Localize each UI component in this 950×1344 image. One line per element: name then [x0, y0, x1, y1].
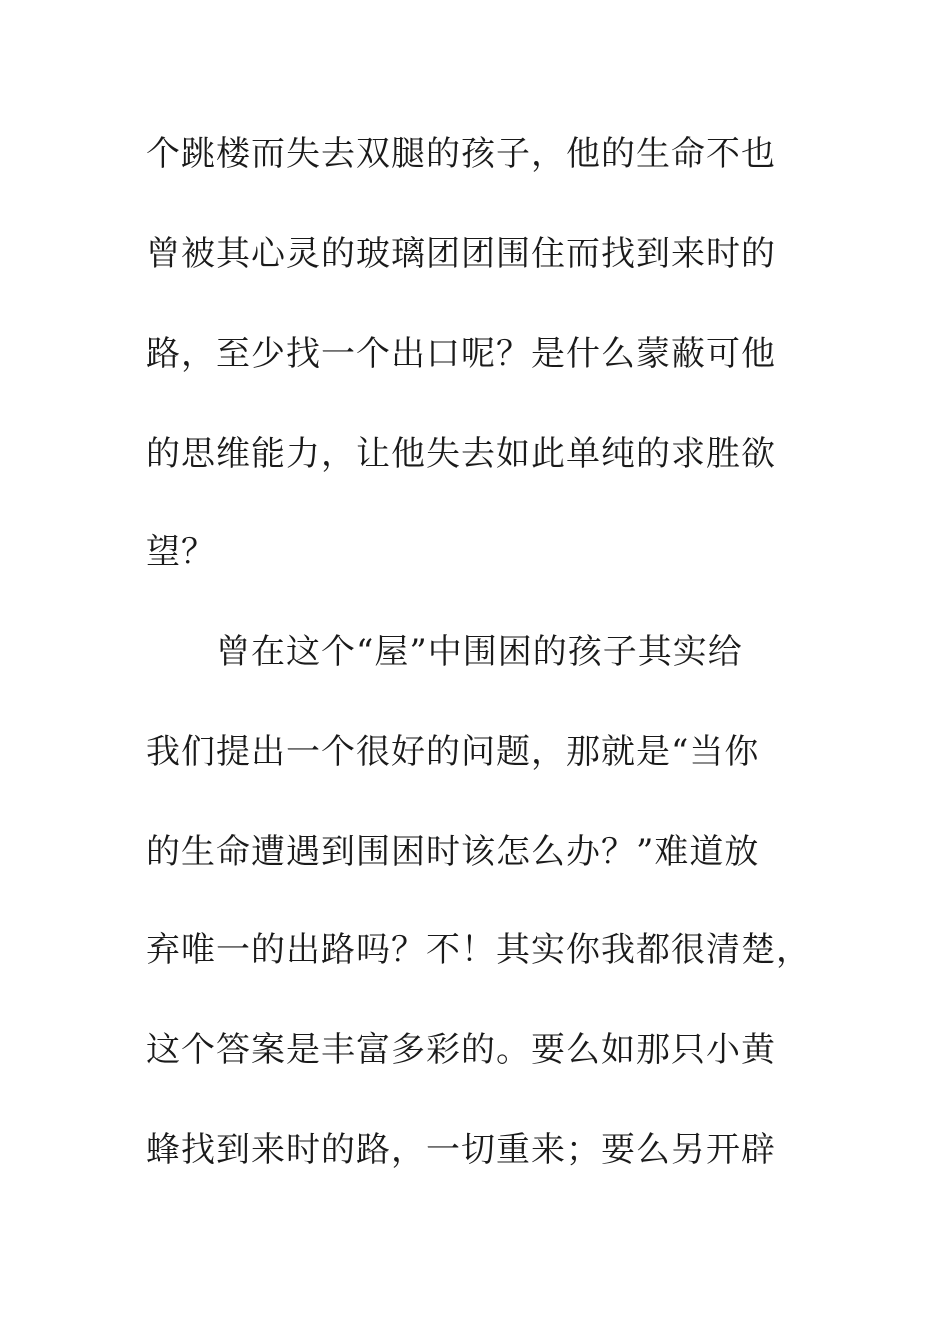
text-line: 的思维能力，让他失去如此单纯的求胜欲 — [146, 434, 776, 474]
paragraph-first-line: 曾在这个“屋”中围困的孩子其实给 — [216, 632, 743, 672]
text-line: 弃唯一的出路吗？不！其实你我都很清楚， — [146, 930, 811, 970]
text-line: 路，至少找一个出口呢？是什么蒙蔽可他 — [146, 334, 776, 374]
text-line: 我们提出一个很好的问题，那就是“当你 — [146, 732, 760, 772]
text-line: 蜂找到来时的路，一切重来；要么另开辟 — [146, 1130, 776, 1170]
text-line: 曾被其心灵的玻璃团团围住而找到来时的 — [146, 234, 776, 274]
text-line: 个跳楼而失去双腿的孩子，他的生命不也 — [146, 134, 776, 174]
text-line: 的生命遭遇到围困时该怎么办？”难道放 — [146, 832, 760, 872]
text-line: 这个答案是丰富多彩的。要么如那只小黄 — [146, 1030, 776, 1070]
text-line: 望？ — [146, 532, 216, 572]
